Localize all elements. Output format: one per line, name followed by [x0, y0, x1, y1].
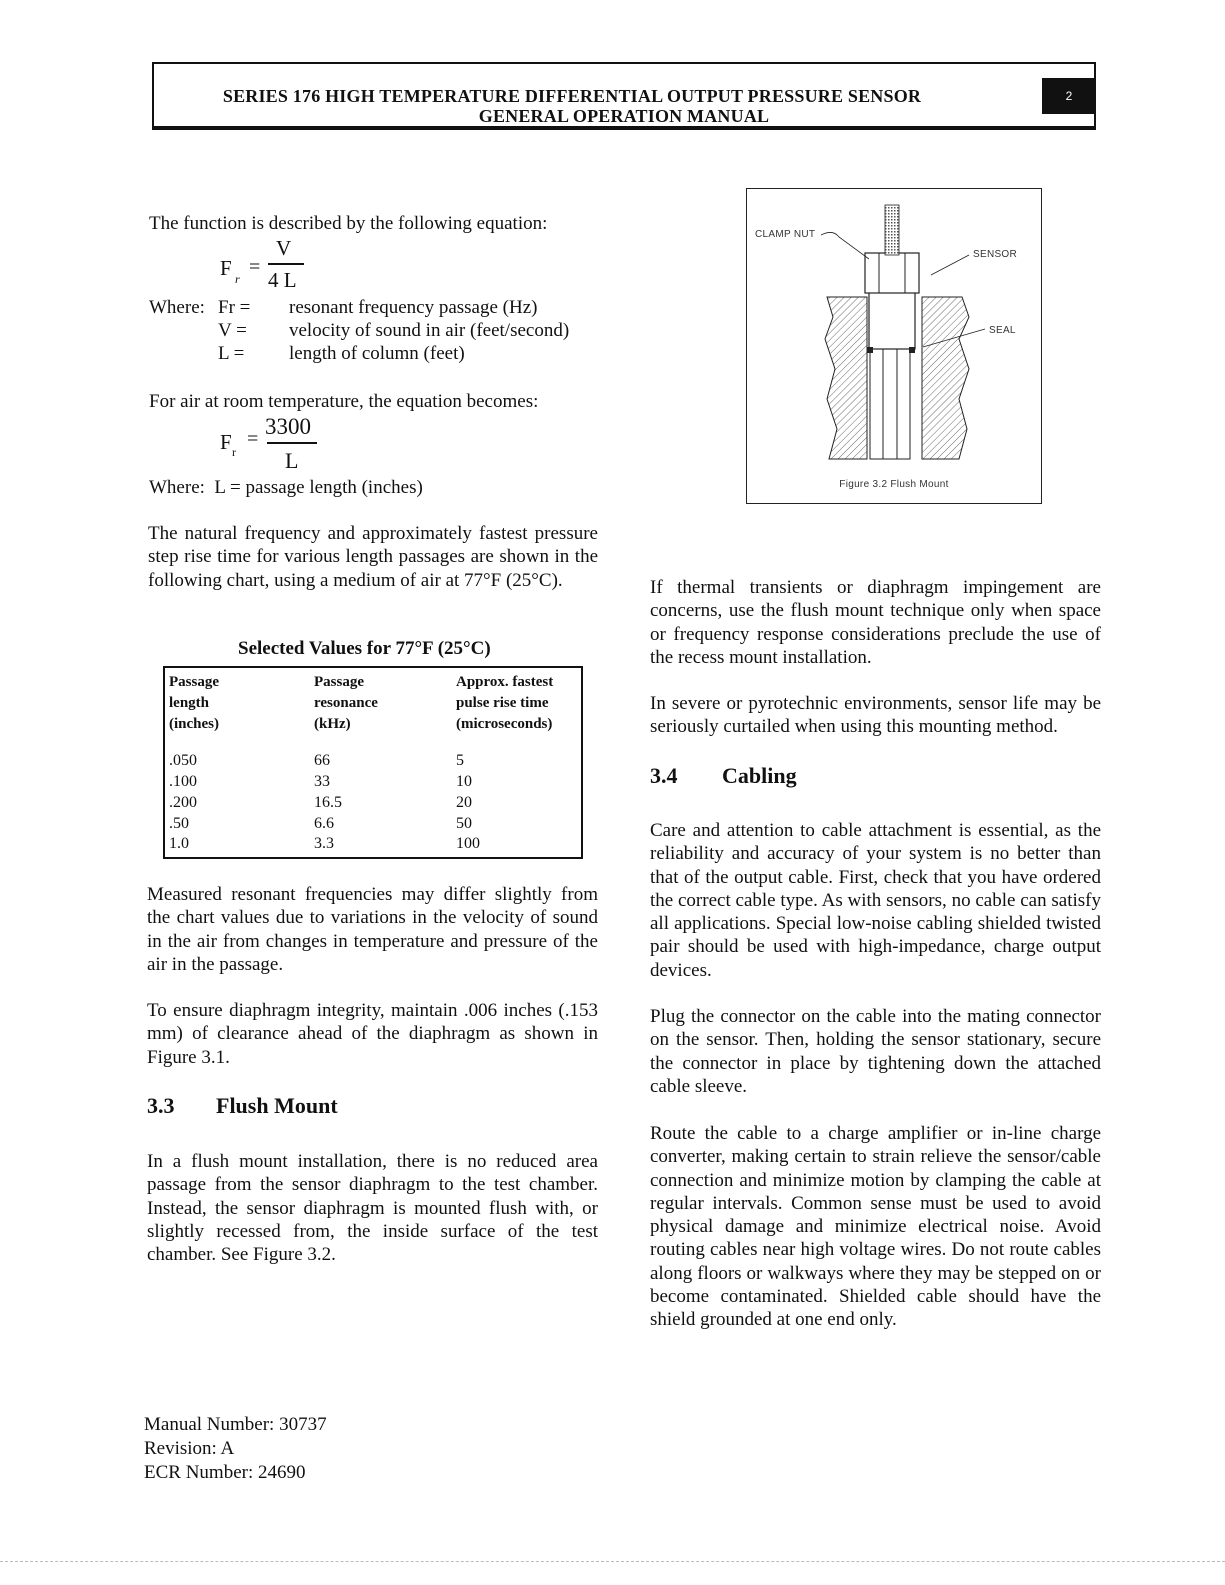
care-text: Care and attention to cable attachment is essential, as the reliability and accuracy of your system is no better than that of the output cable. First, check that you have ordered the correct cable type. As with sensors, no cable can satisfy all applications. Special low-noise cabling shielded twisted pair should be used with high-impedance, charge output devices.: [650, 820, 1101, 981]
section-3-3-title: Flush Mount: [216, 1093, 338, 1118]
figure-label-sensor: SENSOR: [973, 249, 1018, 260]
natural-frequency-text: The natural frequency and approximately fastest pressure step rise time for various length passages are shown in the following chart, using a medium of air at 77°F (25°C).: [148, 523, 598, 591]
page-number-badge: 2: [1042, 78, 1096, 114]
table-header-line: (kHz): [314, 716, 351, 732]
equation-1: [205, 236, 325, 296]
table-cell: .100: [169, 773, 197, 790]
table-header-line: pulse rise time: [456, 695, 549, 711]
ensure-text: To ensure diaphragm integrity, maintain .006 inches (.153 mm) of clearance ahead of the diaphragm as shown in Figure 3.1.: [147, 1000, 598, 1068]
table-cell: 16.5: [314, 794, 342, 811]
eq2-fraction-line: [267, 442, 317, 444]
eq1-numerator: V: [276, 236, 292, 260]
table-cell: 1.0: [169, 835, 189, 852]
where1-sym-1: V =: [218, 320, 247, 341]
table-cell: .050: [169, 752, 197, 769]
section-3-4-title: Cabling: [722, 763, 797, 788]
where1-desc-1: velocity of sound in air (feet/second): [289, 320, 570, 341]
table-cell: 20: [456, 794, 472, 811]
section-3-3-number: 3.3: [147, 1093, 175, 1118]
table-cell: 100: [456, 835, 480, 852]
where1-sym-2: L =: [218, 343, 245, 364]
table-cell: 50: [456, 815, 472, 832]
table-header-line: (inches): [169, 716, 219, 732]
table-cell: 33: [314, 773, 330, 790]
where1-label: Where:: [149, 297, 205, 318]
table-cell: .200: [169, 794, 197, 811]
table-header-rise-time: [456, 672, 553, 735]
severe-text: In severe or pyrotechnic environments, sensor life may be seriously curtailed when using this mounting method.: [650, 693, 1101, 738]
eq1-denominator: 4 L: [268, 268, 297, 292]
table-header-line: Passage: [314, 674, 364, 690]
table-cell: 3.3: [314, 835, 334, 852]
footer-revision: Revision: A: [144, 1438, 235, 1459]
page-header: [152, 62, 1096, 130]
figure-flush-mount: [746, 188, 1042, 504]
plug-text: Plug the connector on the cable into the mating connector on the sensor. Then, holding the sensor stationary, secure the connector in place by tightening down the attached cable sleeve.: [650, 1006, 1101, 1097]
eq2-sub: r: [232, 445, 236, 459]
table-header-line: Approx. fastest: [456, 674, 554, 690]
header-title-line2: GENERAL OPERATION MANUAL: [478, 106, 770, 126]
footer-ecr-number: ECR Number: 24690: [144, 1462, 306, 1483]
figure-label-seal: SEAL: [989, 325, 1016, 336]
footer-manual-number: Manual Number: 30737: [144, 1414, 327, 1435]
table-title: Selected Values for 77°F (25°C): [238, 638, 491, 659]
route-text: Route the cable to a charge amplifier or in-line charge converter, making certain to strain relieve the sensor/cable connection and minimize motion by clamping the cable at regular intervals. Common sense must be used to avoid physical damage and minimize electrical noise. Avoid routing cables near high voltage wires. Do not route cables along floors or walkways where they may be stepped on or become contaminated. Shielded cable should have the shield grounded at one end only.: [650, 1123, 1101, 1331]
table-cell: 5: [456, 752, 464, 769]
eq1-sub: r: [235, 272, 240, 286]
table-header-line: Passage: [169, 674, 219, 690]
eq1-equals: =: [249, 256, 261, 278]
values-table: [163, 666, 583, 859]
table-header-line: resonance: [314, 695, 378, 711]
bottom-divider: [0, 1561, 1225, 1562]
where1-desc-2: length of column (feet): [289, 343, 465, 364]
measured-text: Measured resonant frequencies may differ slightly from the chart values due to variations in the velocity of sound in the air from changes in temperature and pressure of the air in the passage.: [147, 884, 598, 975]
intro-text: The function is described by the following equation:: [149, 213, 548, 234]
eq2-equals: =: [247, 428, 259, 450]
section-3-4-number: 3.4: [650, 763, 678, 788]
eq2-denominator: L: [285, 448, 299, 473]
table-cell: .50: [169, 815, 189, 832]
figure-label-clamp-nut: CLAMP NUT: [755, 229, 816, 240]
table-header-passage-resonance: [314, 672, 378, 735]
eq1-fraction-line: [268, 263, 304, 265]
where1-sym-0: Fr =: [218, 297, 251, 318]
eq2-numerator: 3300: [265, 414, 311, 439]
where1-desc-0: resonant frequency passage (Hz): [289, 297, 538, 318]
table-cell: 66: [314, 752, 330, 769]
table-header-line: length: [169, 695, 210, 711]
eq1-lhs: F: [220, 256, 232, 280]
where2-text: Where: L = passage length (inches): [149, 477, 423, 498]
thermal-text: If thermal transients or diaphragm impingement are concerns, use the flush mount technique only when space or frequency response considerations preclude the use of the recess mount installation.: [650, 577, 1101, 668]
table-cell: 6.6: [314, 815, 334, 832]
equation-2: [205, 414, 335, 474]
eq2-lhs: F: [220, 430, 232, 454]
table-cell: 10: [456, 773, 472, 790]
table-header-line: (microseconds): [456, 716, 553, 732]
room-temp-text: For air at room temperature, the equation becomes:: [149, 391, 539, 412]
table-header-passage-length: [169, 672, 219, 735]
header-title-line1: SERIES 176 HIGH TEMPERATURE DIFFERENTIAL OUTPUT PRESSURE SENSOR: [222, 86, 922, 106]
figure-caption: Figure 3.2 Flush Mount: [839, 479, 949, 490]
flush-mount-text: In a flush mount installation, there is no reduced area passage from the sensor diaphragm to the test chamber. Instead, the sensor diaphragm is mounted flush with, or slightly recessed from, the inside surface of the test chamber. See Figure 3.2.: [147, 1151, 598, 1266]
